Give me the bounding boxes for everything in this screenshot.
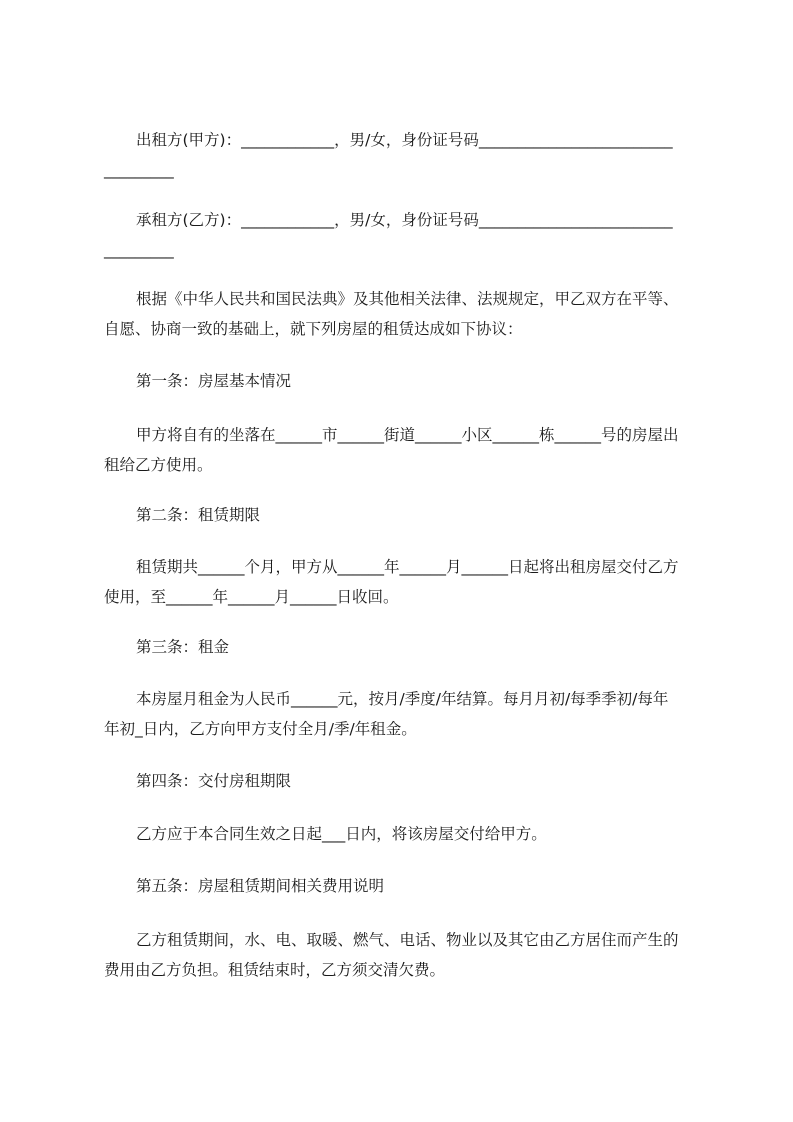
lessor-paragraph bbox=[104, 125, 704, 185]
lessor-line-1: 出租方(甲方)：____________，男/女，身份证号码_________________________ bbox=[136, 131, 673, 149]
article-1-title: 第一条：房屋基本情况 bbox=[136, 372, 292, 390]
article-1-line-1: 甲方将自有的坐落在______市______街道______小区______栋______号的房屋出 bbox=[136, 426, 679, 444]
article-3-line-1: 本房屋月租金为人民币______元，按月/季度/年结算。每月月初/每季季初/每年 bbox=[136, 690, 669, 708]
article-2-line-2: 使用，至______年______月______日收回。 bbox=[104, 588, 399, 606]
article-2-title: 第二条：租赁期限 bbox=[136, 506, 261, 524]
article-1-line-2: 租给乙方使用。 bbox=[104, 456, 213, 474]
article-4-title: 第四条：交付房租期限 bbox=[136, 772, 292, 790]
article-5-line-2: 费用由乙方负担。租赁结束时，乙方须交清欠费。 bbox=[104, 961, 446, 979]
lessee-line-1: 承租方(乙方)：____________，男/女，身份证号码_________________________ bbox=[136, 211, 673, 229]
article-5-line-1: 乙方租赁期间，水、电、取暖、燃气、电话、物业以及其它由乙方居住而产生的 bbox=[136, 931, 679, 949]
lessee-paragraph bbox=[104, 205, 704, 265]
article-5-title: 第五条：房屋租赁期间相关费用说明 bbox=[136, 877, 385, 895]
lessor-line-2: _________ bbox=[104, 161, 174, 179]
article-2-line-1: 租赁期共______个月，甲方从______年______月______日起将出租房屋交付乙方 bbox=[136, 558, 679, 576]
preamble-line-2: 自愿、协商一致的基础上，就下列房屋的租赁达成如下协议： bbox=[104, 320, 523, 338]
article-3-paragraph bbox=[104, 684, 704, 744]
article-5-paragraph bbox=[104, 925, 704, 985]
preamble-paragraph bbox=[104, 284, 704, 344]
preamble-line-1: 根据《中华人民共和国民法典》及其他相关法律、法规规定，甲乙双方在平等、 bbox=[136, 290, 679, 308]
article-3-title: 第三条：租金 bbox=[136, 638, 230, 656]
article-4-paragraph bbox=[104, 819, 704, 849]
article-4-line-1: 乙方应于本合同生效之日起___日内，将该房屋交付给甲方。 bbox=[136, 825, 547, 843]
article-3-line-2: 年初_日内，乙方向甲方支付全月/季/年租金。 bbox=[104, 720, 417, 738]
article-1-paragraph bbox=[104, 420, 704, 480]
article-2-paragraph bbox=[104, 552, 704, 612]
lessee-line-2: _________ bbox=[104, 241, 174, 259]
